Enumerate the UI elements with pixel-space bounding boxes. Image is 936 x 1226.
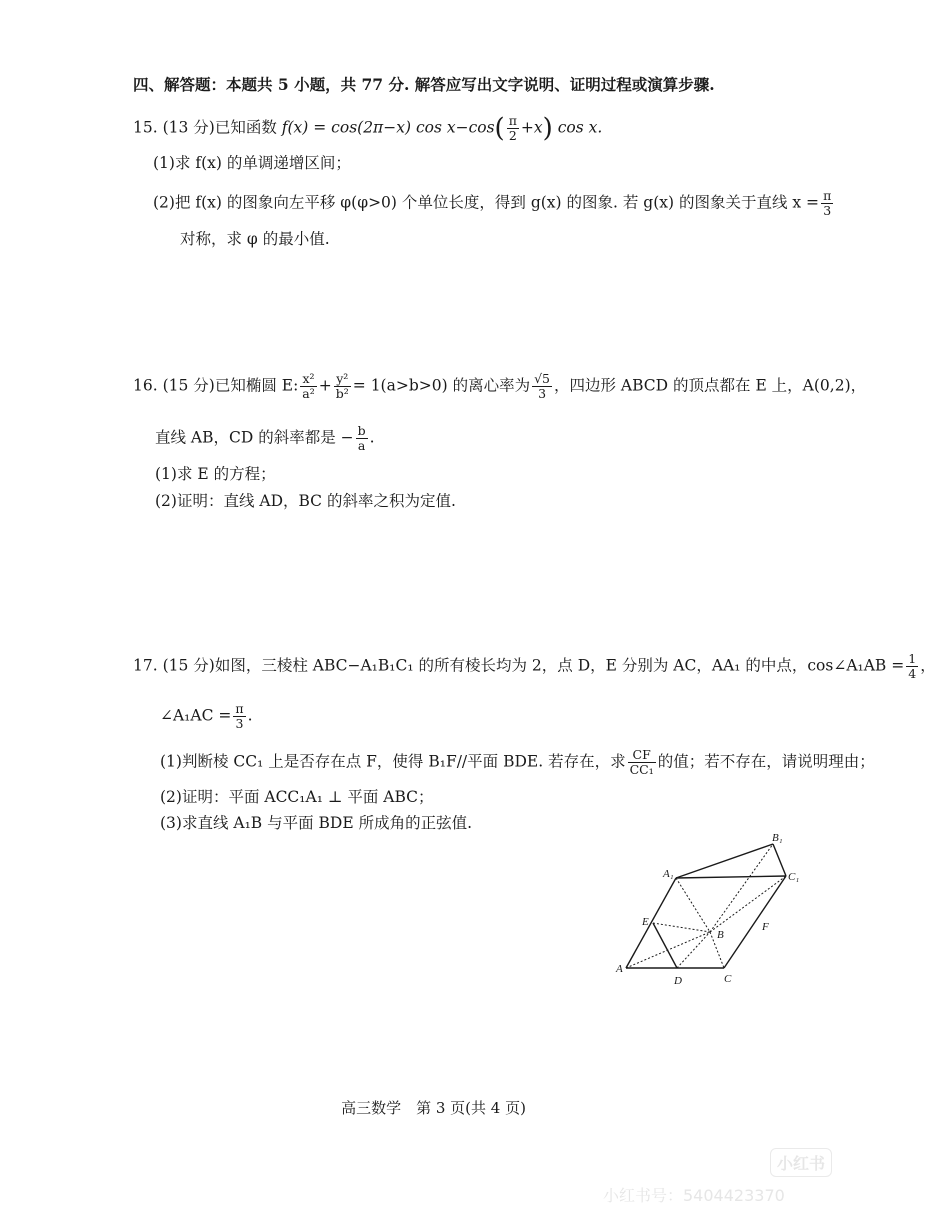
label-B: B xyxy=(717,929,724,941)
label-A1: A₁ xyxy=(663,868,674,880)
q16-e-num: √5 xyxy=(534,371,550,386)
q16-b2: b² xyxy=(335,386,349,401)
label-D: D xyxy=(674,975,682,987)
label-C1: C₁ xyxy=(788,871,800,883)
q17-p1b: 的值；若不存在，请说明理由； xyxy=(657,752,875,771)
q16-y2: y² xyxy=(334,372,351,387)
q15-p2-frac-den: 3 xyxy=(823,203,832,218)
edge-BB1 xyxy=(710,844,773,932)
label-B1: B₁ xyxy=(772,832,783,844)
q15-head: 15. (13 分)已知函数 xyxy=(133,118,277,137)
q16-a2: a² xyxy=(302,386,315,401)
q17-frac-cos xyxy=(906,652,918,681)
edge-A1B xyxy=(676,878,710,932)
question-15-stem xyxy=(133,114,602,143)
q17-cos-den: 4 xyxy=(908,666,917,681)
question-17-part-3: (3)求直线 A₁B 与平面 BDE 所成角的正弦值. xyxy=(160,814,473,832)
q15-formula-a: f(x) = cos(2π−x) cos x−cos xyxy=(281,118,495,137)
question-15-part-2-cont: 对称，求 φ 的最小值. xyxy=(180,230,330,248)
q17-head: 17. (15 分)如图，三棱柱 ABC−A₁B₁C₁ 的所有棱长均为 2，点 D，E 分别为 AC，AA₁ 的中点，cos∠A₁AB = xyxy=(133,656,905,675)
edge-DB xyxy=(677,932,710,968)
q15-frac-num: π xyxy=(508,113,517,128)
question-16-stem xyxy=(133,372,866,401)
edge-AA1 xyxy=(626,878,676,968)
edge-EB xyxy=(653,923,710,932)
question-17-part-1 xyxy=(160,748,875,777)
q17-cos-num: 1 xyxy=(908,651,917,666)
q16-plus: + xyxy=(318,376,332,395)
q15-p2-fraction xyxy=(821,189,833,218)
q15-p2-frac-num: π xyxy=(823,188,832,203)
edge-BC1 xyxy=(710,876,786,932)
q16-line2a: 直线 AB，CD 的斜率都是 − xyxy=(155,428,354,447)
section-heading: 四、解答题：本题共 5 小题，共 77 分. 解答应写出文字说明、证明过程或演算步骤. xyxy=(133,75,715,94)
edge-CC1 xyxy=(724,876,786,968)
page-footer: 高三数学 第 3 页(共 4 页) xyxy=(341,1099,526,1117)
q17-frac-cf xyxy=(628,748,656,777)
q17-line2: ∠A₁AC = xyxy=(160,706,232,725)
q17-line2-end: . xyxy=(247,706,253,725)
question-16-part-1: (1)求 E 的方程； xyxy=(155,465,276,483)
q17-comma: ， xyxy=(920,656,936,675)
label-F: F xyxy=(762,921,769,933)
q16-e-den: 3 xyxy=(538,386,547,401)
label-C: C xyxy=(724,973,732,985)
label-E: E xyxy=(642,916,649,928)
q16-head: 16. (15 分)已知椭圆 E: xyxy=(133,376,299,395)
q17-p1a: (1)判断棱 CC₁ 上是否存在点 F，使得 B₁F//平面 BDE. 若存在，求 xyxy=(160,752,626,771)
q16-s-num: b xyxy=(357,423,366,438)
q15-paren-right: ) xyxy=(542,113,553,144)
question-17-line-2 xyxy=(160,702,253,731)
question-15-part-2 xyxy=(153,189,835,218)
question-17-part-2: (2)证明：平面 ACC₁A₁ ⊥ 平面 ABC； xyxy=(160,788,434,806)
edge-B1C1 xyxy=(773,844,786,876)
q16-line2b: . xyxy=(369,428,375,447)
q17-cf-den: CC₁ xyxy=(629,762,654,777)
label-A: A xyxy=(616,963,623,975)
question-15-part-1: (1)求 f(x) 的单调递增区间； xyxy=(153,154,351,172)
watermark-logo: 小红书 xyxy=(770,1148,832,1177)
q17-ang-num: π xyxy=(235,701,244,716)
edge-ED xyxy=(653,923,677,968)
watermark-id: 小红书号：5404423370 xyxy=(603,1186,785,1205)
q16-eq: = 1(a>b>0) 的离心率为 xyxy=(352,376,531,395)
q17-cf-num: CF xyxy=(628,748,656,763)
question-17-stem xyxy=(133,652,936,681)
q15-paren-left: ( xyxy=(494,113,505,144)
q16-s-den: a xyxy=(357,438,366,453)
q16-tail: ，四边形 ABCD 的顶点都在 E 上，A(0,2)， xyxy=(554,376,867,395)
q15-formula-b: +x xyxy=(520,118,543,137)
q16-frac-y xyxy=(334,372,351,401)
q16-frac-x xyxy=(300,372,316,401)
edge-A1C1 xyxy=(676,876,786,878)
question-16-line-2 xyxy=(155,424,375,453)
question-16-part-2: (2)证明：直线 AD，BC 的斜率之积为定值. xyxy=(155,492,456,510)
q16-x2: x² xyxy=(300,372,316,387)
edge-A1B1 xyxy=(676,844,773,878)
q17-frac-angle xyxy=(233,702,245,731)
prism-figure xyxy=(610,830,810,990)
q16-frac-slope xyxy=(356,424,368,453)
q15-frac-den: 2 xyxy=(508,128,517,143)
q15-p2-text: (2)把 f(x) 的图象向左平移 φ(φ>0) 个单位长度，得到 g(x) 的图象. 若 g(x) 的图象关于直线 x = xyxy=(153,193,820,212)
q15-fraction xyxy=(507,114,519,143)
q15-formula-c: cos x. xyxy=(557,118,603,137)
q16-frac-e xyxy=(532,372,552,401)
edge-AB xyxy=(626,932,710,968)
q17-ang-den: 3 xyxy=(235,716,244,731)
